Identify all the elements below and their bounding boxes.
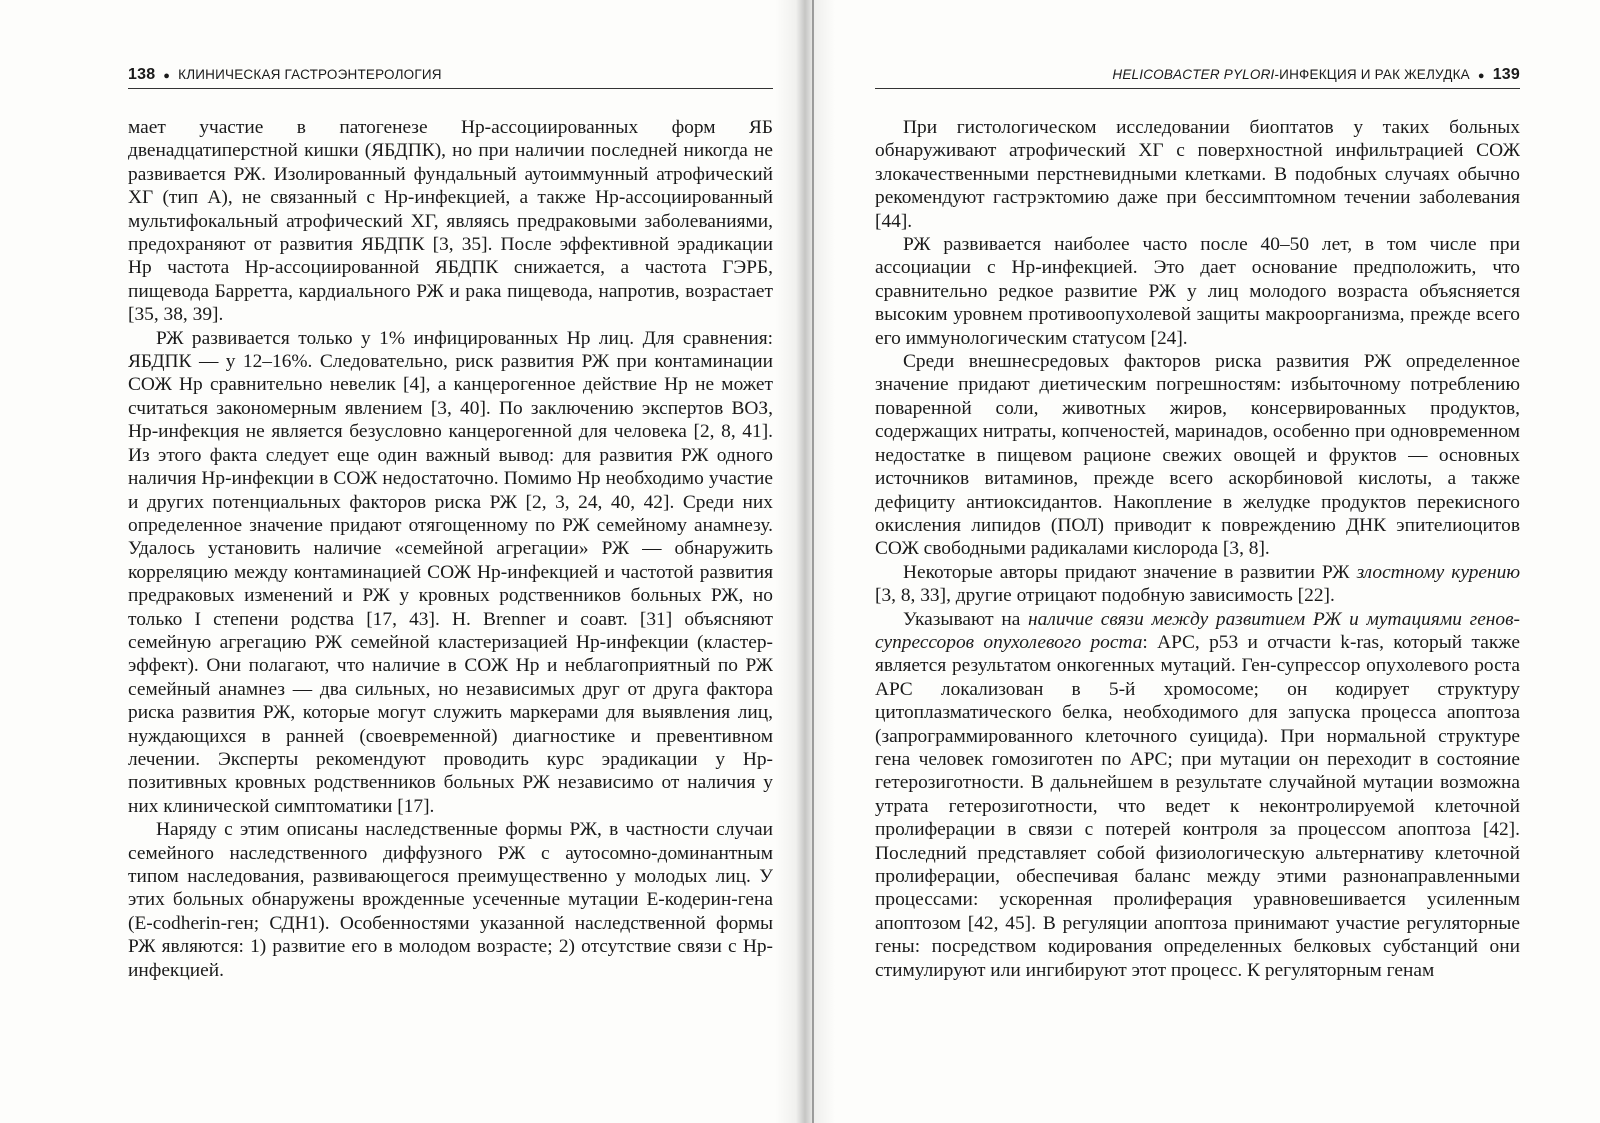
left-running-head — [128, 66, 773, 89]
right-running-title-italic: HELICOBACTER PYLORI — [1112, 67, 1275, 82]
left-running-title: КЛИНИЧЕСКАЯ ГАСТРОЭНТЕРОЛОГИЯ — [178, 67, 442, 82]
left-body-text — [128, 116, 773, 982]
right-running-head — [875, 66, 1520, 89]
right-paragraph-4-start: Некоторые авторы придают значение в развитии РЖ — [903, 561, 1357, 583]
right-paragraph-1: При гистологическом исследовании биоптатов у таких больных обнаруживают атрофический ХГ с поверхностной инфильтрацией СОЖ злокачественными перстневидными клетками. В подобных случаях обычно рекомендуют гастрэктомию даже при бессимптомном течении заболевания [44]. — [875, 117, 1520, 232]
right-paragraph-4-end: [3, 8, 33], другие отрицают подобную зависимость [22]. — [875, 585, 1335, 607]
right-running-title-rest: -ИНФЕКЦИЯ И РАК ЖЕЛУДКА — [1274, 67, 1470, 82]
bullet-icon: ● — [1477, 70, 1485, 82]
book-gutter-shadow — [775, 0, 835, 1123]
left-page-number: 138 — [128, 66, 156, 83]
right-paragraph-2: РЖ развивается наиболее часто после 40–50 лет, в том числе при ассоциации с Нр-инфекцией. Это дает основание предположить, что сравнительно редкое развитие РЖ у лиц молодого возраста объясняется высоким уровнем противоопухолевой защиты макроорганизма, прежде всего его иммунологическим статусом [24]. — [875, 234, 1520, 349]
left-paragraph-1: мает участие в патогенезе Нр-ассоциированных форм ЯБ двенадцатиперстной кишки (ЯБДПК), но при наличии последней никогда не развивается РЖ. Изолированный фундальный аутоиммунный атрофический ХГ (тип А), не связанный с Нр-инфекцией, а также Нр-ассоциированный мультифокальный атрофический ХГ, являясь предраковыми заболеваниями, предохраняют от развития ЯБДПК [3, 35]. После эффективной эрадикации Нр частота Нр-ассоциированной ЯБДПК снижается, а частота ГЭРБ, пищевода Барретта, кардиального РЖ и рака пищевода, напротив, возрастает [35, 38, 39]. — [128, 117, 773, 326]
right-paragraph-4-emphasis: злостному курению — [1356, 561, 1520, 583]
bullet-icon: ● — [163, 70, 171, 82]
right-paragraph-5-start: Указывают на — [903, 608, 1029, 630]
right-paragraph-5-emphasis: наличие связи между развитием РЖ и мутациями генов-супрессоров опухолевого роста — [875, 608, 1520, 653]
right-page-number: 139 — [1492, 66, 1520, 83]
left-paragraph-3: Наряду с этим описаны наследственные формы РЖ, в частности случаи семейного наследственного диффузного РЖ с аутосомно-доминантным типом наследования, развивающегося преимущественно у молодых лиц. У этих больных обнаружены врожденные усеченные мутации Е-кодерин-гена (E-codherin-ген; СДН1). Особенностями указанной наследственной формы РЖ являются: 1) развитие его в молодом возрасте; 2) отсутствие связи с Нр-инфекцией. — [128, 819, 773, 981]
right-body-text — [875, 116, 1520, 982]
left-page — [128, 0, 773, 1123]
right-paragraph-5 — [875, 608, 1520, 983]
book-spine-line — [812, 0, 814, 1123]
left-paragraph-2: РЖ развивается только у 1% инфицированных Нр лиц. Для сравнения: ЯБДПК — у 12–16%. Следовательно, риск развития РЖ при контаминации СОЖ Нр сравнительно невелик [4], а канцерогенное действие Нр не может считаться закономерным явлением [3, 40]. По заключению экспертов ВОЗ, Нр-инфекция не является безусловно канцерогенной для человека [2, 8, 41]. Из этого факта следует еще один важный вывод: для развития РЖ одного наличия Нр-инфекции в СОЖ недостаточно. Помимо Нр необходимо участие и других потенциальных факторов риска РЖ [2, 3, 24, 40, 42]. Среди них определенное значение придают отягощенному по РЖ семейному анамнезу. Удалось установить наличие «семейной агрегации» РЖ — обнаружить корреляцию между контаминацией СОЖ Нр-инфекцией и частотой развития предраковых изменений и РЖ у кровных родственников больных РЖ, но только I степени родства [17, 43]. H. Brenner и соавт. [31] объясняют семейную агрегацию РЖ семейной кластеризацией Нр-инфекции (кластер-эффект). Они полагают, что наличие в СОЖ Нр и неблагоприятный по РЖ семейный анамнез — два сильных, но независимых друг от друга фактора риска развития РЖ, которые могут служить маркерами для выявления лиц, нуждающихся в ранней (своевременной) диагностике и превентивном лечении. Эксперты рекомендуют проводить курс эрадикации у Нр-позитивных кровных родственников больных РЖ независимо от наличия у них клинической симптоматики [17]. — [128, 327, 773, 817]
right-page — [875, 0, 1520, 1123]
right-paragraph-3: Среди внешнесредовых факторов риска развития РЖ определенное значение придают диетическим погрешностям: избыточному потреблению поваренной соли, животных жиров, консервированных продуктов, содержащих нитраты, копченостей, маринадов, особенно при одновременном недостатке в пищевом рационе свежих овощей и фруктов — основных источников витаминов, прежде всего аскорбиновой кислоты, а также дефициту антиоксидантов. Накопление в желудке продуктов перекисного окисления липидов (ПОЛ) приводит к повреждению ДНК эпителиоцитов СОЖ свободными радикалами кислорода [3, 8]. — [875, 351, 1520, 560]
right-paragraph-5-end: : APC, p53 и отчасти k-ras, который также является результатом онкогенных мутаций. Ген-супрессор опухолевого роста APC локализован в 5-й хромосоме; он кодирует структуру цитоплазматического белка, необходимого для запуска процесса апоптоза (запрограммированного клеточного суицида). При нормальной структуре гена человек гомозиготен по APC; при мутации он переходит в состояние гетерозиготности. В дальнейшем в результате случайной мутации возможна утрата гетерозиготности, что ведет к неконтролируемой клеточной пролиферации в связи с потерей контроля за процессом апоптоза [42]. Последний представляет собой физиологическую альтернативу клеточной пролиферации, обеспечивая баланс между этими разнонаправленными процессами: ускоренная пролиферация уравновешивается усиленным апоптозом [42, 45]. В регуляции апоптоза принимают участие регуляторные гены: посредством кодирования определенных белковых субстанций они стимулируют или ингибируют этот процесс. К регуляторным генам — [875, 631, 1520, 981]
right-paragraph-4 — [875, 561, 1520, 608]
